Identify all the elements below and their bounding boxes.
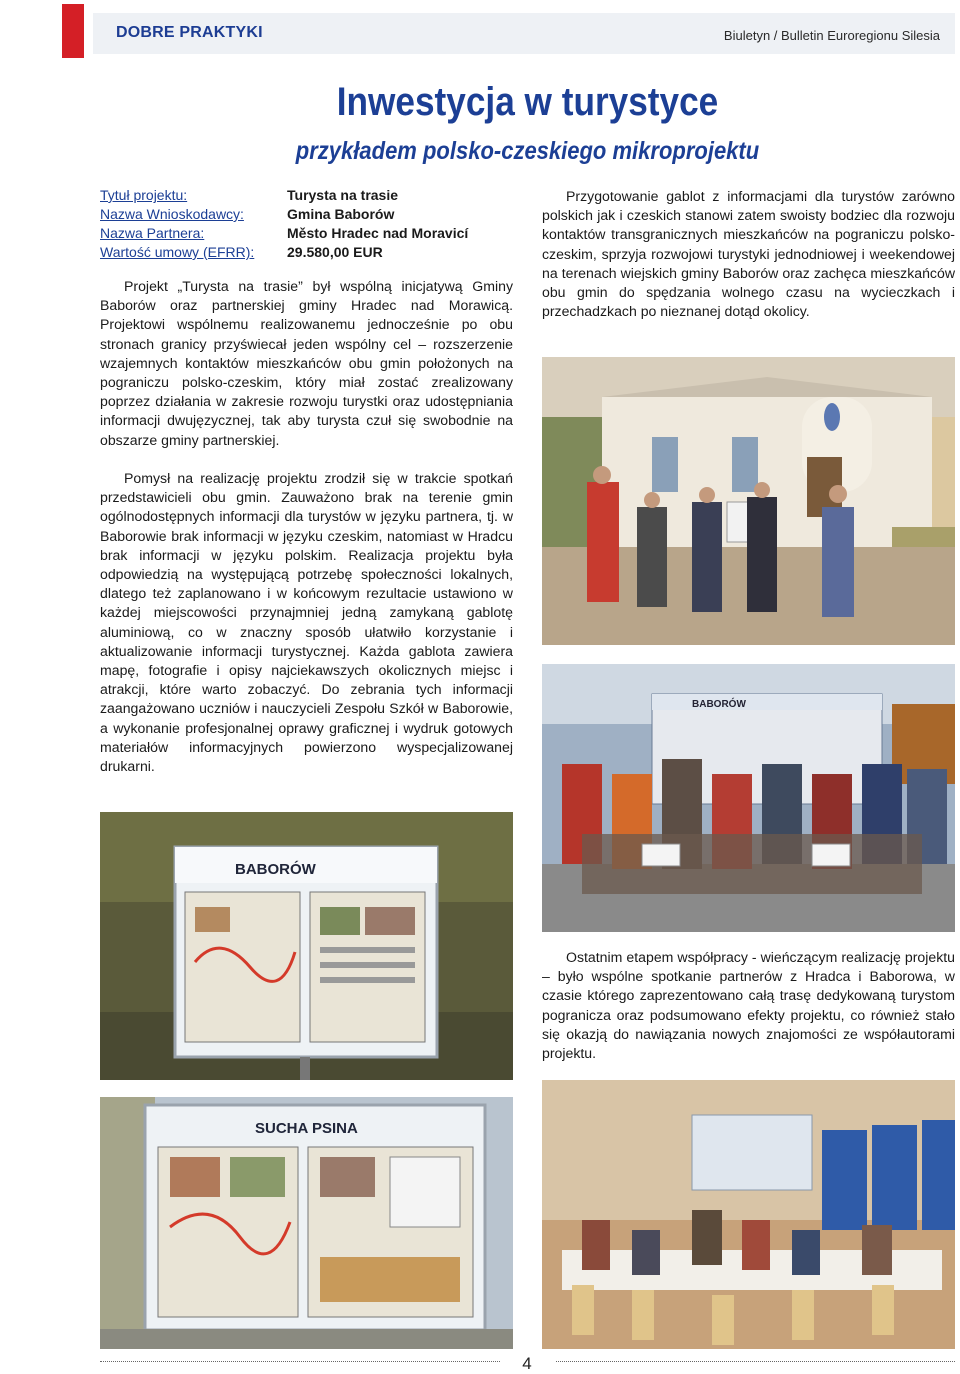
info-value-amount: 29.580,00 EUR	[287, 244, 383, 260]
info-label-title: Tytuł projektu:	[100, 187, 188, 203]
photo-church-group	[542, 357, 955, 645]
photo-meeting-room	[542, 1080, 955, 1349]
info-label-applicant: Nazwa Wnioskodawcy:	[100, 206, 244, 222]
article-subtitle: przykładem polsko-czeskiego mikroprojektu	[295, 137, 760, 165]
page-number: 4	[522, 1354, 532, 1373]
info-value-title: Turysta na trasie	[287, 187, 399, 203]
section-label: DOBRE PRAKTYKI	[116, 24, 263, 41]
photo-board-baborow	[100, 812, 513, 1080]
info-label-value: Wartość umowy (EFRR):	[100, 244, 255, 260]
article-title: Inwestycja w turystyce	[336, 80, 719, 124]
paragraph-intro: Projekt „Turysta na trasie” był wspólną inicjatywą Gminy Baborów oraz partnerskiej gminy Hradec nad Morawicą. Projektowi wspólnemu realizowanemu jednocześnie po obu stronach granicy przyświecał jeden wspólny cel – rozszerzenie wzajemnych kontaktów mieszkańców obu gmin położonych na pograniczu polsko-czeskim, który miał zostać zrealizowany poprzez działania w zakresie rozwoju turystki oraz udostępniania informacji dwujęzycznej, tak aby turysta czuł się swobodnie na obszarze gminy partnerskiej.	[100, 278, 513, 448]
photo-group-meeting	[542, 664, 955, 932]
info-value-applicant: Gmina Baborów	[287, 206, 395, 222]
paragraph-final: Ostatnim etapem współpracy - wieńczącym realizację projektu – było wspólne spotkanie partnerów z Hradca i Baborowa, w czasie którego zaprezentowano całą trasę dedykowaną turystom pogranicza oraz podsumowano efekty projektu, co również stało się okazją do nawiązania nowych znajomości ze współautorami projektu.	[542, 949, 955, 1062]
footer-rule-left	[100, 1361, 500, 1362]
paragraph-idea: Pomysł na realizację projektu zrodził się w trakcie spotkań przedstawicieli obu gmin. Zauważono brak na terenie gmin ogólnodostępnych informacji dla turystów w języku partnera, tj. w Baborowie brak informacji w języku czeskim, natomiast w Hradcu brak informacji w języku polskim. Realizacja projektu była odpowiedzią na występującą potrzebę społeczności lokalnych, dlatego też zaplanowano i w końcowym rezultacie ustawiono w każdej miejscowości przynajmniej jedną zamykaną gablotę aluminiową, co w znaczny sposób ułatwiło korzystanie i aktualizowanie informacji turystycznej. Każda gablota zawiera mapę, fotografie i opisy najciekawszych okolicznych miejsc i atrakcji, które warto zobaczyć. Do zebrania tych informacji zaangażowano uczniów i nauczycieli Zespołu Szkół w Baborowie, a wykonanie profesjonalnej oprawy graficznej i wydruk gotowych materiałów informacyjnych powierzono wyspecjalizowanej drukarni.	[100, 470, 513, 775]
section-marker	[62, 4, 84, 58]
hall-banner-text: BABORÓW	[692, 699, 746, 710]
bulletin-title: Biuletyn / Bulletin Euroregionu Silesia	[723, 28, 940, 43]
photo-board-sucha-psina	[100, 1097, 513, 1349]
info-label-partner: Nazwa Partnera:	[100, 225, 205, 241]
info-value-partner: Město Hradec nad Moravicí	[287, 225, 469, 241]
board-sucha-psina-sign: SUCHA PSINA	[255, 1120, 358, 1137]
footer-rule-right	[556, 1361, 955, 1362]
paragraph-benefits: Przygotowanie gablot z informacjami dla turystów zarówno polskich jak i czeskich stanowi zatem swoisty bodziec dla rozwoju kontaktów transgranicznych mieszkańców na pograniczu polsko-czeskim, sprzyja rozwojowi turystyki jednodniowej i weekendowej na terenach wiejskich gminy Baborów oraz zachęca mieszkańców obu gmin do spędzania wolnego czasu na wycieczkach i przechadzkach po nieznanej dotąd okolicy.	[542, 188, 955, 320]
board-baborow-sign: BABORÓW	[235, 861, 316, 878]
